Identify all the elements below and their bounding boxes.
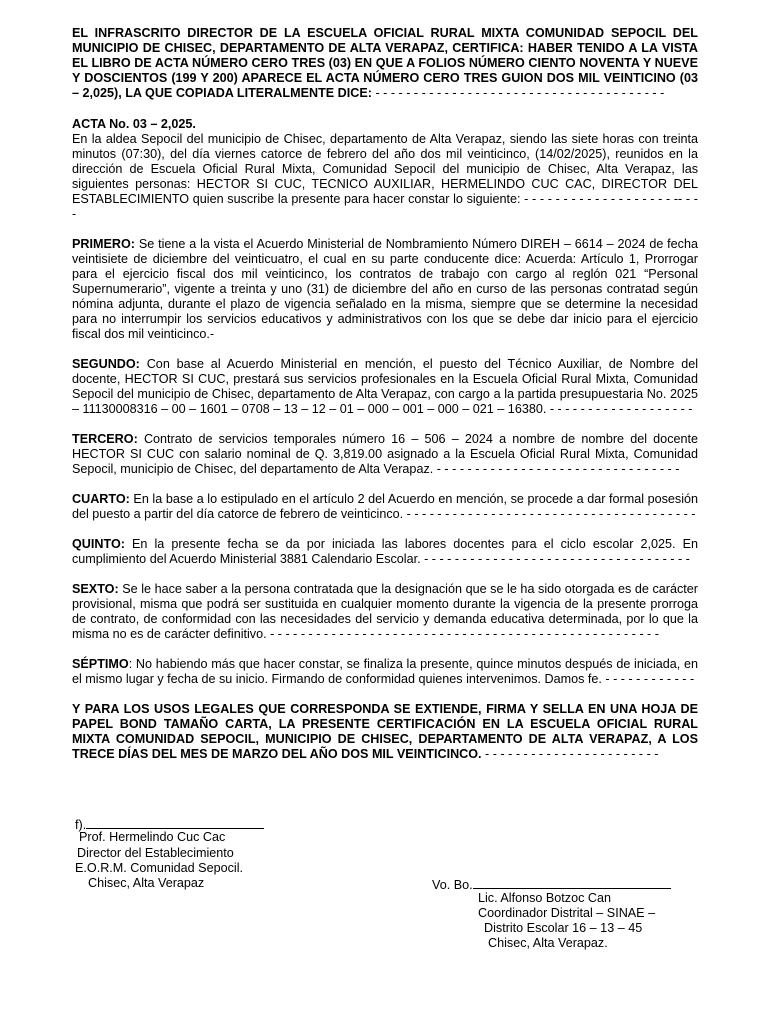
- section-label: SEGUNDO:: [72, 357, 140, 371]
- closing-text: Y PARA LOS USOS LEGALES QUE CORRESPONDA SE EXTIENDE, FIRMA Y SELLA EN UNA HOJA DE PAPEL BOND TAMAÑO CARTA, LA PRESENTE CERTIFICACIÓN EN LA ESCUELA OFICIAL RURAL MIXTA COMUNIDAD SEPOCIL, MUNICIPIO DE CHISEC, DEPARTAMENTO DE ALTA VERAPAZ, A LOS TRECE DÍAS DEL MES DE MARZO DEL AÑO DOS MIL VEINTICINCO.: [72, 702, 698, 761]
- section-segundo: [72, 357, 698, 417]
- signer-district: Distrito Escolar 16 – 13 – 45: [484, 921, 643, 935]
- header-dashes: - - - - - - - - - - - - - - - - - - - - - - - - - - - - - - - - - - - - - -: [371, 86, 665, 100]
- section-sexto: [72, 582, 698, 642]
- certification-document: [72, 26, 698, 762]
- section-text: Contrato de servicios temporales número 16 – 506 – 2024 a nombre de nombre del docente HECTOR SI CUC con salario nominal de Q. 3,819.00 asignado a la Escuela Oficial Rural Mixta, Comunidad Sepocil, municipio de Chisec, del departamento de Alta Verapaz. - - - - - - - - - - - - - - - - - - - - - - - - - - - - - - - -: [72, 432, 698, 476]
- section-text: : No habiendo más que hacer constar, se finaliza la presente, quince minutos después de iniciada, en el mismo lugar y fecha de su inicio. Firmando de conformidad quienes intervenimos. Damos fe. - - - - - - - - - - - -: [72, 657, 698, 686]
- signature-line: [473, 876, 671, 889]
- section-septimo: [72, 657, 698, 687]
- section-text: Se tiene a la vista el Acuerdo Ministerial de Nombramiento Número DIREH – 6614 – 2024 de fecha veintisiete de diciembre del veinticuatro, el cual en su parte conducente dice: Acuerda: Artículo 1, Prorrogar para el ejercicio fiscal dos mil veinticinco, los contratos de trabajo con cargo al reglón 021 “Personal Supernumerario”, vigente a treinta y uno (31) de diciembre del año en curso de las personas contratad según nómina adjunta, durante el plazo de vigencia señalado en la misma, siempre que se determine la necesidad para no interrumpir los servicios educativos y administrativos con los que se debe dar inicio para el ejercicio fiscal dos mil veinticinco.-: [72, 237, 698, 341]
- signature-line: [86, 816, 264, 829]
- section-quinto: [72, 537, 698, 567]
- section-primero: [72, 237, 698, 342]
- signature-prefix: f).: [75, 818, 87, 832]
- signer-name: Prof. Hermelindo Cuc Cac: [79, 830, 226, 844]
- section-label: PRIMERO:: [72, 237, 135, 251]
- section-text: En la presente fecha se da por iniciada las labores docentes para el ciclo escolar 2,025. En cumplimiento del Acuerdo Ministerial 3881 Calendario Escolar. - - - - - - - - - - - - - - - - - - - - - - - - - - - - - - - - - - -: [72, 537, 698, 566]
- section-cuarto: [72, 492, 698, 522]
- signer-place: Chisec, Alta Verapaz.: [488, 936, 608, 950]
- section-tercero: [72, 432, 698, 477]
- signer-name: Lic. Alfonso Botzoc Can: [478, 891, 612, 905]
- section-text: Con base al Acuerdo Ministerial en mención, el puesto del Técnico Auxiliar, de Nombre del docente, HECTOR SI CUC, prestará sus servicios profesionales en la Escuela Oficial Rural Mixta, Comunidad Sepocil del municipio de Chisec, departamento de Alta Verapaz, con cargo a la partida presupuestaria No. 2025 – 11130008316 – 00 – 1601 – 0708 – 13 – 12 – 01 – 000 – 001 – 000 – 021 – 16380. - - - - - - - - - - - - - - - - - - -: [72, 357, 698, 416]
- closing-dashes: - - - - - - - - - - - - - - - - - - - - - - -: [481, 747, 659, 761]
- section-label: SEXTO:: [72, 582, 119, 596]
- section-text: En la base a lo estipulado en el artículo 2 del Acuerdo en mención, se procede a dar formal posesión del puesto a partir del día catorce de febrero de veinticinco. - - - - - - - - - - - - - - - - - - - - - - - - - - - - - - - - - - - - - -: [72, 492, 698, 521]
- signer-place: Chisec, Alta Verapaz: [88, 876, 205, 890]
- section-label: SÉPTIMO: [72, 657, 129, 671]
- acta-intro: En la aldea Sepocil del municipio de Chisec, departamento de Alta Verapaz, siendo las siete horas con treinta minutos (07:30), del día viernes catorce de febrero del año dos mil veinticinco, (14/02/2025), reunidos en la dirección de Escuela Oficial Rural Mixta, Comunidad Sepocil del municipio de Chisec, Alta Verapaz, las siguientes personas: HECTOR SI CUC, TECNICO AUXILIAR, HERMELINDO CUC CAC, DIRECTOR DEL ESTABLECIMIENTO quien suscribe la presente para hacer constar lo siguiente: - - - - - - - - - - - - - - - - - - - -- - - -: [72, 132, 698, 221]
- section-label: CUARTO:: [72, 492, 130, 506]
- signer-title: Coordinador Distrital – SINAE –: [478, 906, 656, 920]
- header-text: EL INFRASCRITO DIRECTOR DE LA ESCUELA OFICIAL RURAL MIXTA COMUNIDAD SEPOCIL DEL MUNICIPIO DE CHISEC, DEPARTAMENTO DE ALTA VERAPAZ, CERTIFICA: HABER TENIDO A LA VISTA EL LIBRO DE ACTA NÚMERO CERO TRES (03) EN QUE A FOLIOS NÚMERO CIENTO NOVENTA Y NUEVE Y DOSCIENTOS (199 Y 200) APARECE EL ACTA NÚMERO CERO TRES GUION DOS MIL VEINTICINO (03 – 2,025), LA QUE COPIADA LITERALMENTE DICE:: [72, 26, 698, 100]
- acta-title: ACTA No. 03 – 2,025.: [72, 117, 196, 131]
- section-text: Se le hace saber a la persona contratada que la designación que se le ha sido otorgada es de carácter provisional, misma que podrá ser sustituida en cualquier momento durante la vigencia de la presente prorroga de contrato, de conformidad con las necesidades del servicio y demanda educativa determinada, por lo que la misma no es de carácter definitivo. - - - - - - - - - - - - - - - - - - - - - - - - - - - - - - - - - - - - - - - - - - - - - - - - - - -: [72, 582, 698, 641]
- signature-prefix: Vo. Bo.: [432, 878, 473, 892]
- signer-school: E.O.R.M. Comunidad Sepocil.: [75, 861, 243, 875]
- certification-header: [72, 26, 698, 101]
- closing-statement: [72, 702, 698, 762]
- signer-title: Director del Establecimiento: [77, 846, 234, 860]
- section-label: TERCERO:: [72, 432, 138, 446]
- section-label: QUINTO:: [72, 537, 125, 551]
